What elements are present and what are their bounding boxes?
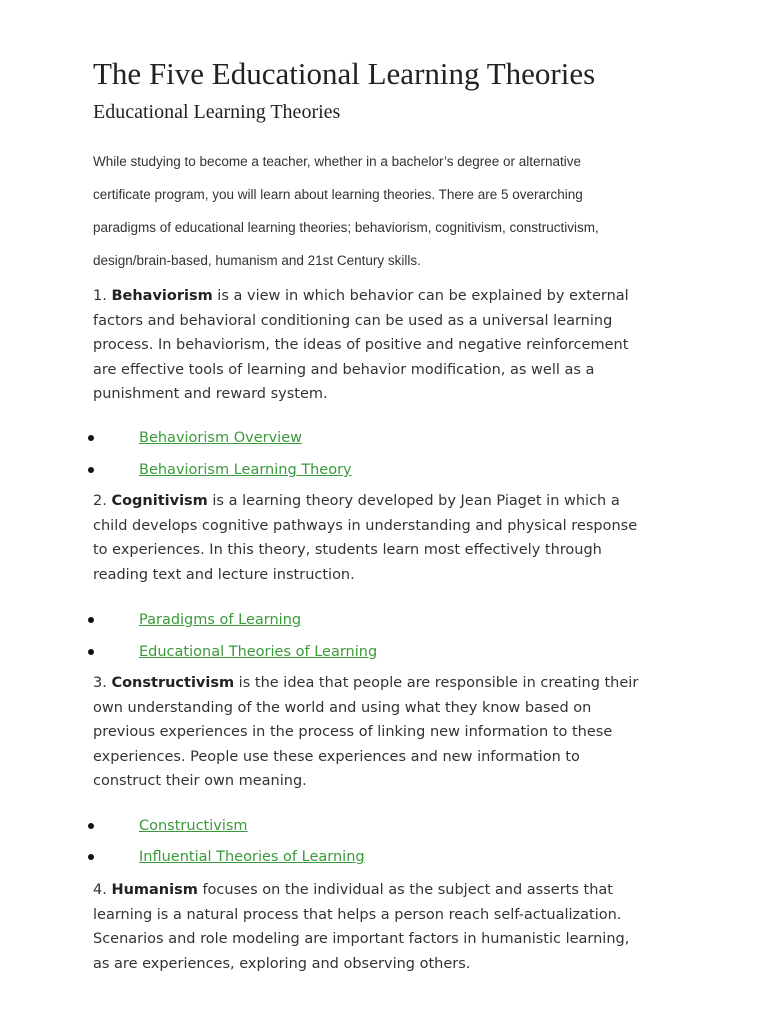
bullet-icon <box>88 435 94 441</box>
intro-line: design/brain-based, humanism and 21st Century skills. <box>93 253 421 268</box>
section-line: own understanding of the world and using what they know based on <box>93 699 592 716</box>
section-number: 3. <box>93 675 107 691</box>
link-behaviorism-learning-theory[interactable]: Behaviorism Learning Theory <box>139 462 352 478</box>
section-line: child develops cognitive pathways in understanding and physical response <box>93 517 638 534</box>
section-text: is a learning theory developed by Jean Piaget in which a <box>207 493 620 509</box>
section-number: 4. <box>93 882 107 898</box>
bullet-icon <box>88 617 94 623</box>
bullet-icon <box>88 649 94 655</box>
section-number: 1. <box>93 288 107 304</box>
section-line: previous experiences in the process of linking new information to these <box>93 724 613 741</box>
link-educational-theories-of-learning[interactable]: Educational Theories of Learning <box>139 644 378 660</box>
intro-line: paradigms of educational learning theories; behaviorism, cognitivism, constructivism, <box>93 220 599 235</box>
section-line: reading text and lecture instruction. <box>93 566 355 583</box>
section-constructivism <box>93 671 683 794</box>
section-first-line <box>93 878 683 903</box>
section-text: is the idea that people are responsible in creating their <box>234 675 639 691</box>
section-line: punishment and reward system. <box>93 386 328 403</box>
section-line: Scenarios and role modeling are important factors in humanistic learning, <box>93 931 630 948</box>
section-term: Cognitivism <box>111 493 208 509</box>
link-behaviorism-overview[interactable]: Behaviorism Overview <box>139 430 302 446</box>
intro-line: certificate program, you will learn about learning theories. There are 5 overarching <box>93 187 583 202</box>
section-term: Humanism <box>111 882 198 898</box>
section-term: Behaviorism <box>111 288 213 304</box>
section-line: are effective tools of learning and behavior modification, as well as a <box>93 361 595 378</box>
intro-line: While studying to become a teacher, whether in a bachelor’s degree or alternative <box>93 154 582 169</box>
link-constructivism[interactable]: Constructivism <box>139 818 248 834</box>
section-first-line <box>93 284 683 309</box>
link-paradigms-of-learning[interactable]: Paradigms of Learning <box>139 612 302 628</box>
section-line: factors and behavioral conditioning can be used as a universal learning <box>93 312 613 329</box>
page-subtitle: Educational Learning Theories <box>93 101 341 123</box>
section-line: construct their own meaning. <box>93 773 307 790</box>
section-line: learning is a natural process that helps a person reach self-actualization. <box>93 906 622 923</box>
link-influential-theories-of-learning[interactable]: Influential Theories of Learning <box>139 849 365 865</box>
section-first-line <box>93 489 683 514</box>
intro-paragraph <box>93 145 693 277</box>
section-term: Constructivism <box>111 675 235 691</box>
section-behaviorism <box>93 284 683 407</box>
section-text: is a view in which behavior can be explained by external <box>212 288 629 304</box>
section-number: 2. <box>93 493 107 509</box>
section-line: experiences. People use these experiences and new information to <box>93 748 580 765</box>
bullet-icon <box>88 823 94 829</box>
section-line: as are experiences, exploring and observing others. <box>93 955 471 972</box>
bullet-icon <box>88 467 94 473</box>
section-text: focuses on the individual as the subject and asserts that <box>197 882 613 898</box>
section-cognitivism <box>93 489 683 587</box>
page-title: The Five Educational Learning Theories <box>93 56 596 91</box>
section-line: process. In behaviorism, the ideas of positive and negative reinforcement <box>93 337 629 354</box>
section-first-line <box>93 671 683 696</box>
bullet-icon <box>88 854 94 860</box>
section-humanism <box>93 878 683 976</box>
section-line: to experiences. In this theory, students learn most effectively through <box>93 542 602 559</box>
